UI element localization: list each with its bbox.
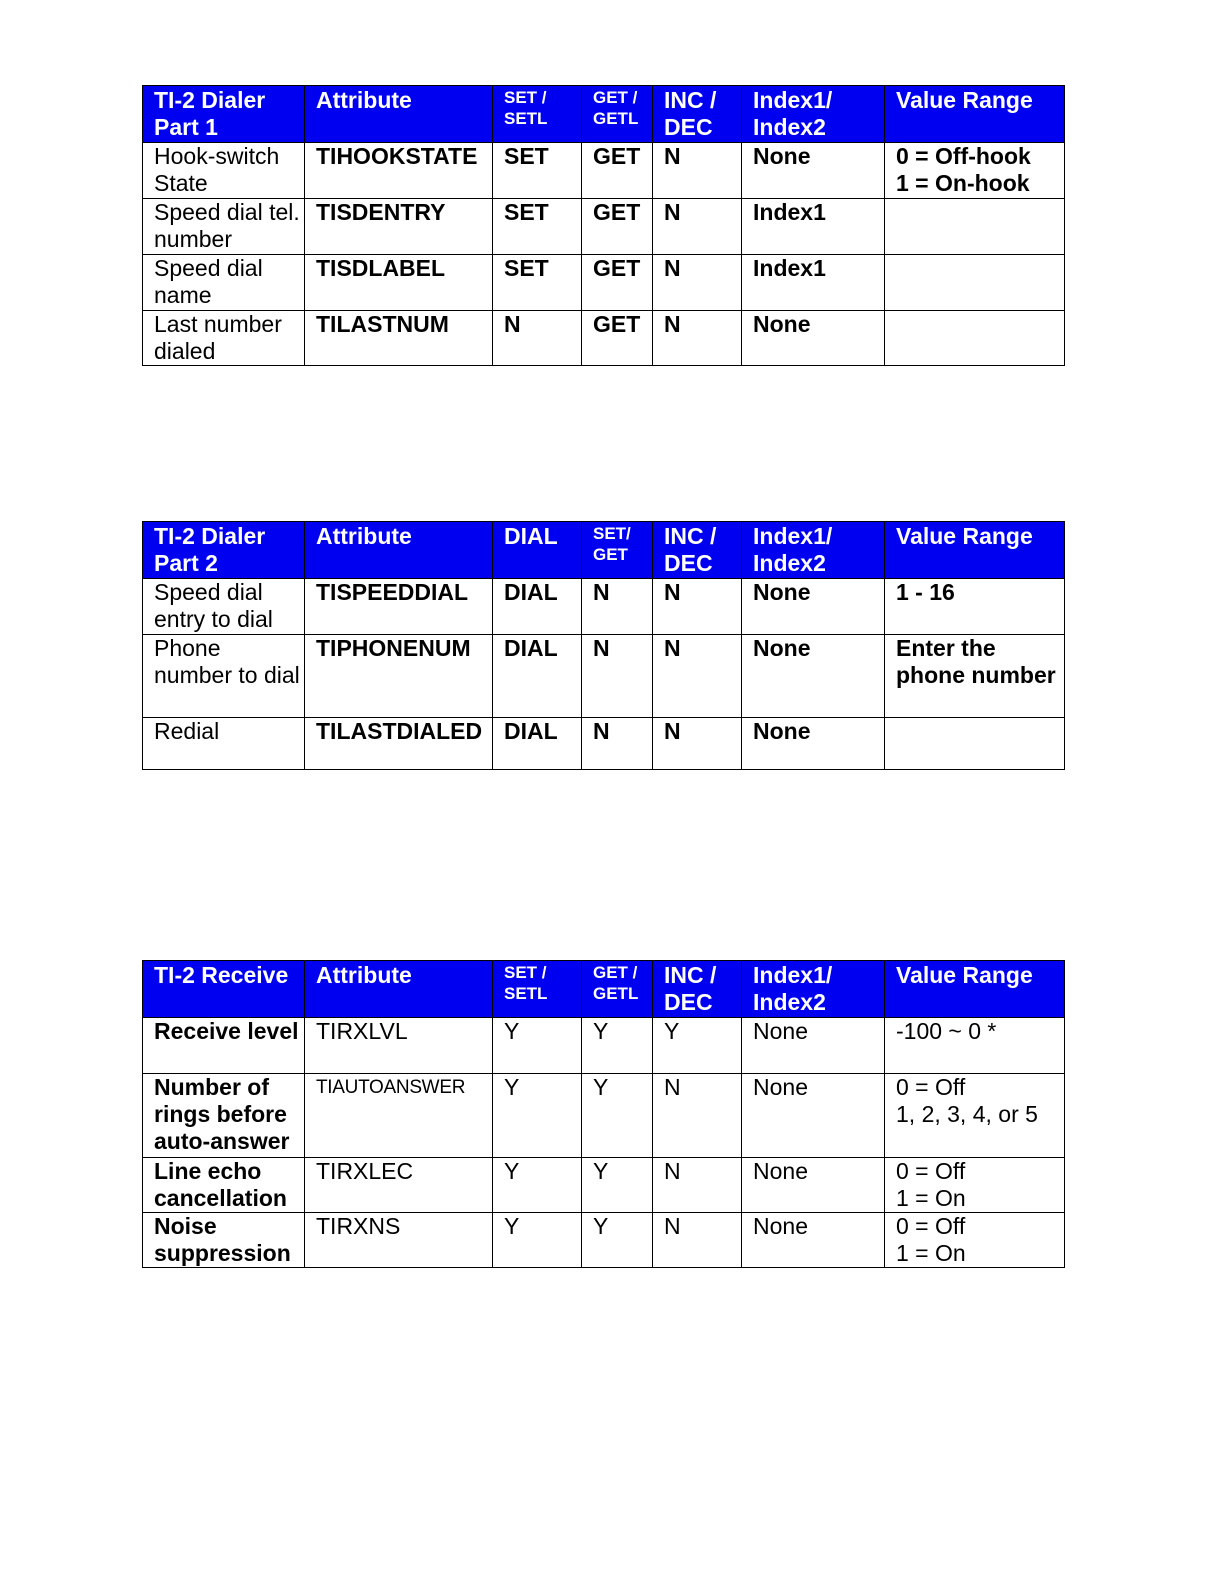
cell: Speed dial entry to dial (143, 579, 305, 635)
table-row (143, 1213, 1065, 1268)
cell: None (742, 1074, 885, 1158)
header-cell: Index1/ Index2 (742, 961, 885, 1018)
table-row (143, 635, 1065, 718)
header-cell: Index1/ Index2 (742, 522, 885, 579)
cell: None (742, 718, 885, 770)
cell: N (653, 143, 742, 199)
cell: TIPHONENUM (305, 635, 493, 718)
cell: SET (493, 199, 582, 255)
cell: Y (582, 1213, 653, 1268)
cell: Index1 (742, 255, 885, 311)
cell: N (653, 718, 742, 770)
table-row (143, 1018, 1065, 1074)
cell: N (653, 635, 742, 718)
header-cell: INC / DEC (653, 961, 742, 1018)
cell: TISPEEDDIAL (305, 579, 493, 635)
cell: None (742, 579, 885, 635)
header-cell: Attribute (305, 961, 493, 1018)
cell: DIAL (493, 579, 582, 635)
cell: Y (493, 1158, 582, 1213)
cell: GET (582, 311, 653, 366)
cell: GET (582, 143, 653, 199)
header-cell: SET/ GET (582, 522, 653, 579)
cell: Y (653, 1018, 742, 1074)
cell: N (653, 255, 742, 311)
header-cell: Attribute (305, 522, 493, 579)
cell (885, 311, 1065, 366)
cell: TIRXNS (305, 1213, 493, 1268)
cell: Number of rings before auto-answer (143, 1074, 305, 1158)
cell: Noise suppression (143, 1213, 305, 1268)
cell: N (653, 1213, 742, 1268)
cell: TILASTDIALED (305, 718, 493, 770)
cell: GET (582, 199, 653, 255)
cell: 0 = Off-hook 1 = On-hook (885, 143, 1065, 199)
dialer-part1-table (142, 85, 1065, 366)
header-cell: Value Range (885, 522, 1065, 579)
cell: None (742, 311, 885, 366)
cell: 1 - 16 (885, 579, 1065, 635)
cell: None (742, 1158, 885, 1213)
cell: DIAL (493, 635, 582, 718)
table-row (143, 579, 1065, 635)
cell: N (653, 311, 742, 366)
header-cell: DIAL (493, 522, 582, 579)
cell: None (742, 143, 885, 199)
table-row (143, 255, 1065, 311)
table-row (143, 1074, 1065, 1158)
cell: Speed dial name (143, 255, 305, 311)
cell (885, 199, 1065, 255)
cell: Receive level (143, 1018, 305, 1074)
cell: TILASTNUM (305, 311, 493, 366)
cell: N (493, 311, 582, 366)
header-cell: INC / DEC (653, 86, 742, 143)
header-cell: SET / SETL (493, 961, 582, 1018)
cell: Y (582, 1158, 653, 1213)
cell: N (582, 635, 653, 718)
header-cell: TI-2 Dialer Part 2 (143, 522, 305, 579)
cell: N (653, 1158, 742, 1213)
cell: Speed dial tel. number (143, 199, 305, 255)
dialer-part2-table (142, 521, 1065, 770)
cell: 0 = Off 1, 2, 3, 4, or 5 (885, 1074, 1065, 1158)
cell: TIRXLEC (305, 1158, 493, 1213)
header-cell: GET / GETL (582, 961, 653, 1018)
cell: -100 ~ 0 * (885, 1018, 1065, 1074)
cell: Y (493, 1018, 582, 1074)
header-cell: Index1/ Index2 (742, 86, 885, 143)
cell: N (582, 718, 653, 770)
cell (885, 255, 1065, 311)
cell: Y (582, 1074, 653, 1158)
cell: Redial (143, 718, 305, 770)
cell: TISDENTRY (305, 199, 493, 255)
cell: Y (493, 1074, 582, 1158)
table-row (143, 1158, 1065, 1213)
table-row (143, 718, 1065, 770)
cell: SET (493, 255, 582, 311)
cell: Index1 (742, 199, 885, 255)
cell: GET (582, 255, 653, 311)
cell: N (582, 579, 653, 635)
cell: None (742, 1213, 885, 1268)
table-row (143, 311, 1065, 366)
table-header-row (143, 86, 1065, 143)
cell (885, 718, 1065, 770)
cell: N (653, 1074, 742, 1158)
table-row (143, 143, 1065, 199)
header-cell: Attribute (305, 86, 493, 143)
header-cell: INC / DEC (653, 522, 742, 579)
table-row (143, 199, 1065, 255)
header-cell: Value Range (885, 961, 1065, 1018)
table-header-row (143, 522, 1065, 579)
cell: N (653, 199, 742, 255)
cell: TIRXLVL (305, 1018, 493, 1074)
cell: SET (493, 143, 582, 199)
cell: TIHOOKSTATE (305, 143, 493, 199)
cell: Phone number to dial (143, 635, 305, 718)
cell: Line echo cancellation (143, 1158, 305, 1213)
cell: None (742, 635, 885, 718)
cell: TIAUTOANSWER (305, 1074, 493, 1158)
cell: 0 = Off 1 = On (885, 1158, 1065, 1213)
cell: DIAL (493, 718, 582, 770)
cell: None (742, 1018, 885, 1074)
cell: Enter the phone number (885, 635, 1065, 718)
cell: TISDLABEL (305, 255, 493, 311)
header-cell: TI-2 Receive (143, 961, 305, 1018)
header-cell: Value Range (885, 86, 1065, 143)
cell: Last number dialed (143, 311, 305, 366)
cell: N (653, 579, 742, 635)
table-header-row (143, 961, 1065, 1018)
cell: Hook-switch State (143, 143, 305, 199)
cell: Y (582, 1018, 653, 1074)
cell: Y (493, 1213, 582, 1268)
cell: 0 = Off 1 = On (885, 1213, 1065, 1268)
header-cell: SET / SETL (493, 86, 582, 143)
header-cell: GET / GETL (582, 86, 653, 143)
header-cell: TI-2 Dialer Part 1 (143, 86, 305, 143)
receive-table (142, 960, 1065, 1268)
